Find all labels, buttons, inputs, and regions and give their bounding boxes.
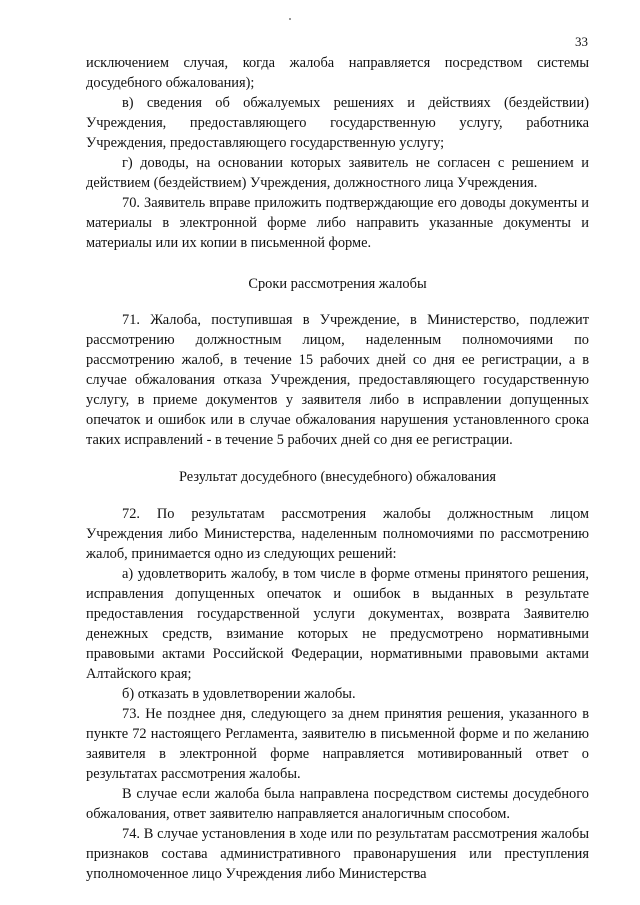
paragraph-73-note: В случае если жалоба была направлена посредством системы досудебного обжалования, ответ заявителю направляется аналогичным способом. xyxy=(86,786,589,822)
section-heading-appeal-result: Результат досудебного (внесудебного) обжалования xyxy=(178,469,497,485)
section-heading-review-terms: Сроки рассмотрения жалобы xyxy=(248,276,427,292)
scan-speck xyxy=(289,18,291,20)
paragraph-70: 70. Заявитель вправе приложить подтверждающие его доводы документы и материалы в электронной форме либо направить указанные документы и материалы или их копии в письменной форме. xyxy=(86,195,589,251)
paragraph-item-g: г) доводы, на основании которых заявитель не согласен с решением и действием (бездействием) Учреждения, должностного лица Учреждения. xyxy=(86,155,589,191)
paragraph-item-a: а) удовлетворить жалобу, в том числе в форме отмены принятого решения, исправления допущенных опечаток и ошибок в выданных в результате предоставления государственной услуги документах, возврата Заявителю денежных средств, взимание которых не предусмотрено нормативными правовыми актами Российской Федерации, нормативными правовыми актами Алтайского края; xyxy=(86,566,589,682)
paragraph-74: 74. В случае установления в ходе или по результатам рассмотрения жалобы признаков состава административного правонарушения или преступления уполномоченное лицо Учреждения либо Министерства xyxy=(86,826,589,882)
paragraph-71: 71. Жалоба, поступившая в Учреждение, в Министерство, подлежит рассмотрению должностным лицом, наделенным полномочиями по рассмотрению жалоб, в течение 15 рабочих дней со дня ее регистрации, а в случае обжалования отказа Учреждения, предоставляющего государственную услугу, в приеме документов у заявителя либо в исправлении допущенных опечаток и ошибок или в случае обжалования нарушения установленного срока таких исправлений - в течение 5 рабочих дней со дня ее регистрации. xyxy=(86,312,589,448)
paragraph-72: 72. По результатам рассмотрения жалобы должностным лицом Учреждения либо Министерства, наделенным полномочиями по рассмотрению жалоб, принимается одно из следующих решений: xyxy=(86,506,589,562)
paragraph-73: 73. Не позднее дня, следующего за днем принятия решения, указанного в пункте 72 настоящего Регламента, заявителю в письменной форме и по желанию заявителя в электронной форме направляется мотивированный ответ о результатах рассмотрения жалобы. xyxy=(86,706,589,782)
paragraph-item-v: в) сведения об обжалуемых решениях и действиях (бездействии) Учреждения, предоставляющего государственную услугу, работника Учреждения, предоставляющего государственную услугу; xyxy=(86,95,589,151)
document-body xyxy=(86,53,589,884)
paragraph-item-b: б) отказать в удовлетворении жалобы. xyxy=(122,686,356,702)
page-number: 33 xyxy=(575,34,588,49)
paragraph-continuation: исключением случая, когда жалоба направляется посредством системы досудебного обжалования); xyxy=(86,55,589,91)
